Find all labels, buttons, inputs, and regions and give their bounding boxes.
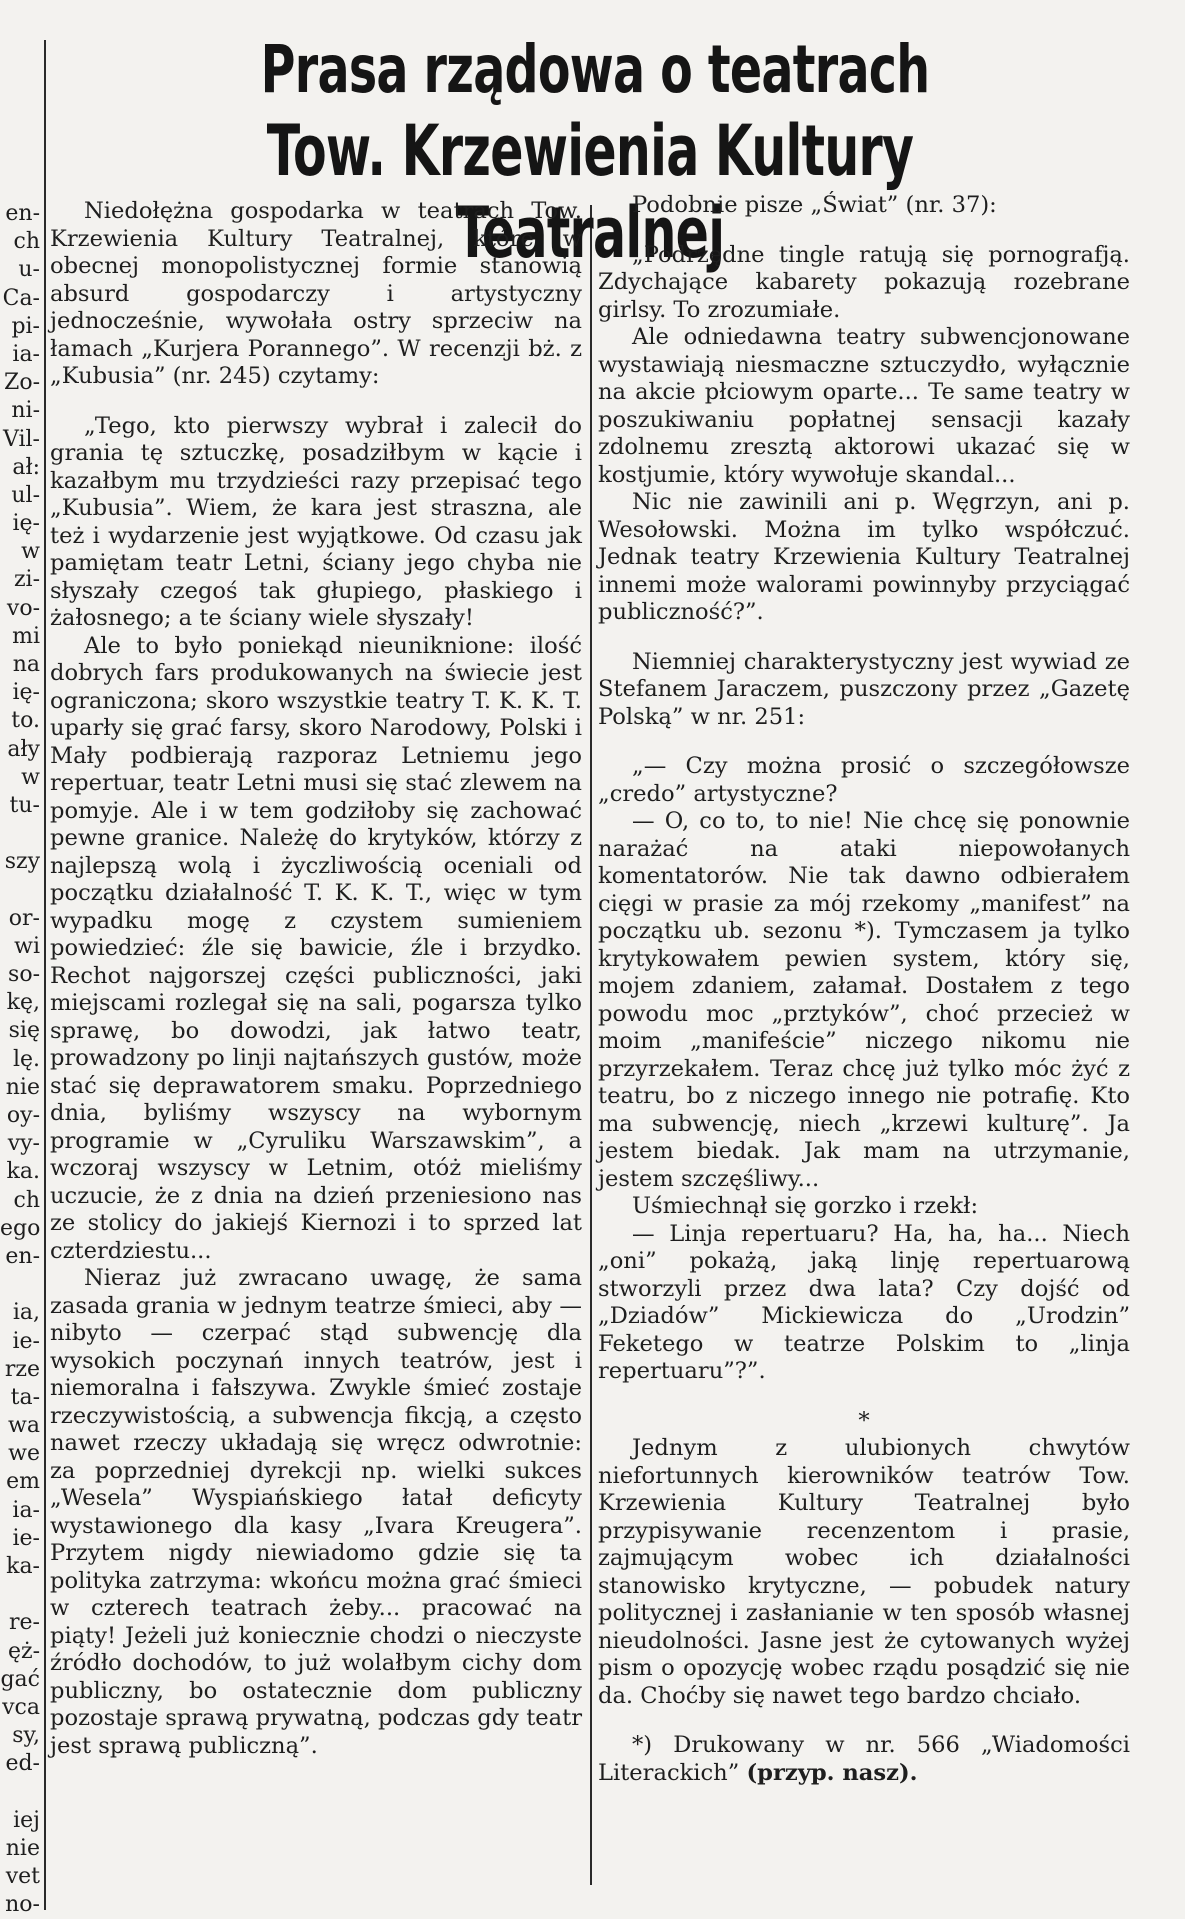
fragment-line: na bbox=[12, 652, 40, 677]
fragment-line: lę. bbox=[12, 1046, 40, 1072]
interview-question: „— Czy można prosić o szczegółowsze „credo” artystyczne? bbox=[598, 753, 1130, 807]
fragment-line: oy- bbox=[6, 1103, 40, 1128]
fragment-line: vy- bbox=[7, 1131, 40, 1157]
fragment-line: vo- bbox=[6, 595, 40, 621]
fragment-line: ul- bbox=[11, 482, 40, 508]
fragment-line: ię- bbox=[12, 511, 40, 537]
interview-answer: — O, co to, to nie! Nie chcę się ponownie narażać na ataki niepowołanych komentatorów. Nie tak dawno odbierałem cięgi w prasie za mój rzekomy „manifest” na początku ub. sezonu *). Tymczasem ja tylko krytykowałem pewien system, który się, mojem zdaniem, załamał. Dostałem z tego powodu moc „prztyków”, choć przecież w moim „manifeście” niczego nikomu nie przyrzekałem. Teraz chcę już tylko móc żyć z teatru, bo z niczego innego nie potrafię. Kto ma subwencję, niech „krzewi kulturę”. Ja jestem biedak. Jak mam na utrzymanie, jestem szczęśliwy... bbox=[598, 808, 1130, 1192]
fragment-line: ch bbox=[13, 1187, 40, 1213]
fragment-line: we bbox=[8, 1441, 40, 1467]
quote-paragraph: Ale odniedawna teatry subwencjonowane wystawiają niesmaczne sztuczydło, wyłącznie na akcie płciowym oparte... Te same teatry w poszukiwaniu popłatnej sensacji kazały zdolnemu zresztą aktorowi ukazać się w kostjumie, który wywołuje skandal... bbox=[598, 324, 1130, 488]
footnote-editor-note: (przyp. nasz). bbox=[746, 1759, 918, 1786]
fragment-line: Zo- bbox=[4, 370, 40, 396]
fragment-line: ka. bbox=[6, 1159, 40, 1185]
fragment-line: ia- bbox=[12, 341, 40, 367]
fragment-line: u- bbox=[18, 257, 40, 283]
fragment-line: to. bbox=[11, 708, 40, 734]
quote-paragraph: Nieraz już zwracano uwagę, że sama zasada grania w jednym teatrze śmieci, aby — nibyto — czerpać stąd subwencję dla wysokich poczynań innych teatrów, jest i niemoralna i fałszywa. Zwykle śmieć zostaje rzeczywistością, a subwencja fikcją, a często nawet rzeczy układają się wręcz odwrotnie: za poprzedniej dyrekcji np. wielki sukces „Wesela” Wyspiańskiego łatał deficyty wystawionego dla kasy „Ivara Kreugera”. Przytem nigdy niewiadomo gdzie się ta polityka zatrzyma: wkońcu można grać śmieci w czterech teatrach żeby... pracować na piąty! Jeżeli już koniecznie chodzi o nieczyste źródło dochodów, to już wolałbym cichy dom publiczny, bo ostatecznie dom publiczny pozostaje sprawą prywatną, podczas gdy teatr jest sprawą publiczną”. bbox=[50, 1265, 582, 1759]
headline-line-1: Prasa rządowa o teatrach bbox=[260, 31, 930, 108]
footnote bbox=[598, 1732, 1130, 1787]
fragment-line: tu- bbox=[9, 792, 40, 818]
quote-paragraph: „Tego, kto pierwszy wybrał i zalecił do grania tę sztuczkę, posadziłbym w kącie i kazałbym mu trzydzieści razy przepisać tego „Kubusia”. Wiem, że kara jest straszna, ale też i wydarzenie jest wyjątkowe. Od czasu jak pamiętam teatr Letni, ściany jego chyba nie słyszały czegoś tak głupiego, płaskiego i żałosnego; a te ściany wiele słyszały! bbox=[50, 412, 582, 631]
fragment-line: wa bbox=[8, 1413, 40, 1439]
fragment-line: w bbox=[21, 764, 40, 790]
adjacent-column-fragment bbox=[0, 200, 40, 1919]
fragment-line: rze bbox=[4, 1356, 40, 1382]
fragment-line: ed- bbox=[5, 1751, 40, 1777]
fragment-line: Ca- bbox=[2, 285, 40, 311]
fragment-line: szy bbox=[4, 849, 40, 875]
section-separator-asterisk: * bbox=[858, 1407, 870, 1434]
fragment-line: pi- bbox=[11, 313, 40, 339]
article-column-right bbox=[598, 192, 1130, 1787]
column-rule-middle bbox=[590, 205, 592, 1885]
fragment-line: ni- bbox=[11, 398, 40, 424]
headline-line-2: Tow. Krzewienia Kultury Teatralnej bbox=[266, 110, 914, 274]
fragment-line: ie- bbox=[12, 1328, 40, 1354]
fragment-line: em bbox=[6, 1469, 40, 1495]
fragment-line: ego bbox=[0, 1215, 40, 1241]
fragment-line: ał: bbox=[12, 454, 40, 480]
footnote-text: *) Drukowany w nr. 566 „Wiadomości Literackich” bbox=[598, 1732, 1130, 1786]
fragment-line: en- bbox=[5, 1243, 40, 1269]
fragment-line: mi bbox=[12, 623, 40, 649]
fragment-line: kę, bbox=[6, 990, 40, 1016]
fragment-line: vet bbox=[5, 1864, 40, 1890]
fragment-line: się bbox=[8, 1018, 40, 1044]
quote-paragraph: „Podrzędne tingle ratują się pornografją. Zdychające kabarety pokazują rozebrane girlsy. To zrozumiałe. bbox=[598, 241, 1130, 323]
fragment-line: w bbox=[21, 539, 40, 565]
article-column-left bbox=[50, 198, 582, 1760]
fragment-line: iej bbox=[13, 1807, 40, 1833]
fragment-line: gać bbox=[0, 1666, 40, 1692]
fragment-line: nie bbox=[5, 1074, 40, 1100]
paragraph: Niemniej charakterystyczny jest wywiad ze Stefanem Jaraczem, puszczony przez „Gazetę Polską” w nr. 251: bbox=[598, 648, 1130, 730]
fragment-line: ały bbox=[7, 736, 40, 762]
fragment-line bbox=[0, 1581, 40, 1609]
interview-answer: — Linja repertuaru? Ha, ha, ha... Niech „oni” pokażą, jaką linję repertuarową stworzyli przez dwa lata? Czy dojść od „Dziadów” Mickiewicza do „Urodzin” Feketego w teatrze Polskim to „linja repertuaru”?”. bbox=[598, 1220, 1130, 1384]
paragraph: Niedołężna gospodarka w teatrach Tow. Krzewienia Kultury Teatralnej, które w obecnej monopolistycznej formie stanowią absurd gospodarczy i artystyczny jednocześnie, wywołała ostry sprzeciw na łamach „Kurjera Porannego”. W recenzji bż. z „Kubusia” (nr. 245) czytamy: bbox=[50, 198, 582, 389]
fragment-line: no- bbox=[5, 1892, 40, 1918]
fragment-line: so- bbox=[8, 962, 40, 988]
fragment-line: Vil- bbox=[2, 426, 40, 452]
paragraph: Uśmiechnął się gorzko i rzekł: bbox=[632, 1193, 979, 1219]
quote-paragraph: Ale to było poniekąd nieuniknione: ilość dobrych fars produkowanych na świecie jest ograniczona; skoro wszystkie teatry T. K. K. T. uparły się grać farsy, skoro Narodowy, Polski i Mały podbierają razporaz Letniemu jego repertuar, teatr Letni musi się stać zlewem na pomyje. Ale i w tem godziłoby się zachować pewne granice. Należę do krytyków, którzy z najlepszą wolą i życzliwością oceniali od początku działalność T. K. K. T., więc w tym wypadku mogę z czystem sumieniem powiedzieć: źle się bawicie, źle i brzydko. Rechot najgorszej części publiczności, jaki miejscami rozlegał się na sali, pogarsza tylko sprawę, bo dowodzi, jak łatwo teatr, prowadzony po linji najtańszych gustów, może stać się deprawatorem smaku. Poprzedniego dnia, byliśmy wszyscy na wybornym programie w „Cyruliku Warszawskim”, a wczoraj wszyscy w Letnim, otóż mieliśmy uczucie, że z dnia na dzień przeniesiono nas ze stolicy do jakiejś Kiernozi i to sprzed lat czterdziestu... bbox=[50, 632, 582, 1264]
fragment-line: ch bbox=[13, 229, 40, 255]
column-rule-left bbox=[44, 40, 46, 1910]
fragment-line: nie bbox=[5, 1835, 40, 1861]
quote-paragraph: Nic nie zawinili ani p. Węgrzyn, ani p. Wesołowski. Można im tylko współczuć. Jednak teatry Krzewienia Kultury Teatralnej innemi może walorami powinnyby przyciągać publiczność?”. bbox=[598, 489, 1130, 625]
fragment-line: en- bbox=[5, 201, 40, 226]
fragment-line: ia- bbox=[12, 1497, 40, 1523]
fragment-line: sy, bbox=[12, 1723, 40, 1749]
fragment-line bbox=[0, 877, 40, 905]
fragment-line: ia, bbox=[12, 1300, 40, 1326]
paragraph: Podobnie pisze „Świat” (nr. 37): bbox=[632, 192, 997, 218]
fragment-line: vca bbox=[2, 1694, 40, 1720]
fragment-line: or- bbox=[8, 905, 40, 931]
fragment-line: re- bbox=[9, 1610, 40, 1636]
fragment-line bbox=[0, 1779, 40, 1807]
fragment-line: ię- bbox=[12, 680, 40, 706]
fragment-line: wi bbox=[14, 933, 40, 959]
fragment-line: ie- bbox=[12, 1525, 40, 1551]
fragment-line: zi- bbox=[13, 567, 40, 593]
fragment-line bbox=[0, 820, 40, 848]
paragraph: Jednym z ulubionych chwytów niefortunnych kierowników teatrów Tow. Krzewienia Kultury Teatralnej było przypisywanie recenzentom i prasie, zajmującym wobec ich działalności stanowisko krytyczne, — pobudek natury politycznej i zasłanianie w ten sposób własnej nieudolności. Jasne jest że cytowanych wyżej pism o opozycję wobec rządu posądzić się nie da. Choćby się nawet tego bardzo chciało. bbox=[598, 1435, 1130, 1709]
fragment-line bbox=[0, 1271, 40, 1299]
fragment-line: ka- bbox=[6, 1554, 40, 1579]
fragment-line: ęż- bbox=[7, 1638, 40, 1664]
fragment-line: ta- bbox=[10, 1384, 40, 1410]
